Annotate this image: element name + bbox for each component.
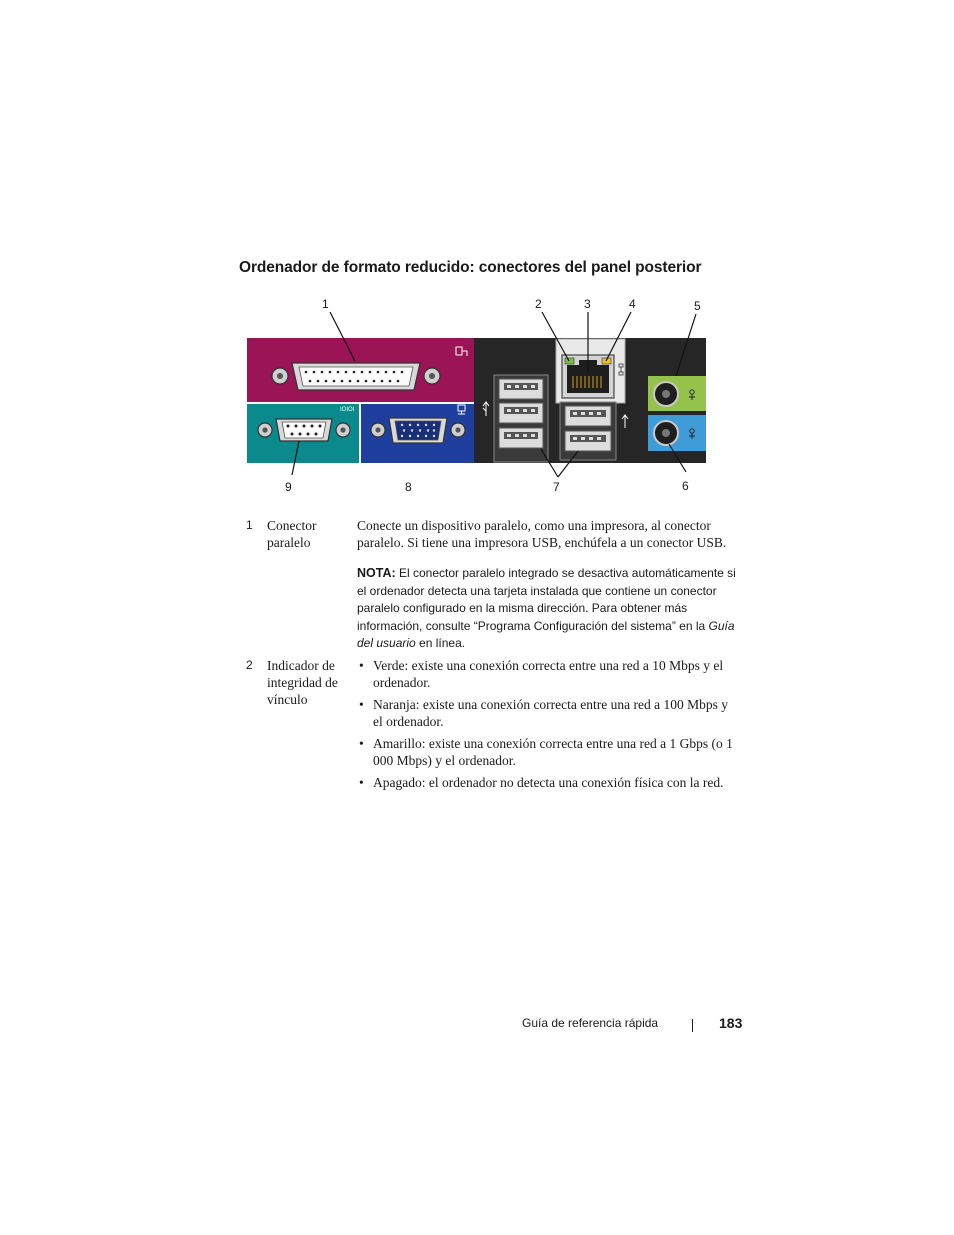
- callout-7: 7: [553, 480, 560, 494]
- note-label: NOTA:: [357, 566, 396, 580]
- row-description: [357, 657, 739, 791]
- list-item: • Apagado: el ordenador no detecta una conexión física con la red.: [359, 774, 724, 790]
- table-row: [246, 517, 746, 653]
- callout-4: 4: [629, 297, 636, 311]
- serial-port-icon: IOIOI: [340, 407, 355, 413]
- footer-title: Guía de referencia rápida: [522, 1016, 659, 1030]
- list-item: • Amarillo: existe una conexión correcta entre una red a 1 Gbps (o 1 000 Mbps) y el ordenador.: [359, 735, 733, 768]
- connector-table: [246, 517, 746, 796]
- note-text-end: en línea.: [415, 636, 466, 650]
- page-footer: [522, 1016, 744, 1034]
- callout-1: 1: [322, 297, 329, 311]
- callout-9: 9: [285, 480, 292, 494]
- usb-stack-right: [560, 402, 616, 460]
- row-number: 2: [246, 657, 253, 672]
- row-number: 1: [246, 518, 253, 532]
- description-text: Conecte un dispositivo paralelo, como una impresora, al conector paralelo. Si tiene una impresora USB, enchúfela a un conector USB.: [357, 518, 727, 550]
- page-number: 183: [719, 1015, 743, 1031]
- note-italic: Guía del usuario: [357, 618, 735, 650]
- back-panel-illustration: [236, 292, 716, 502]
- list-item: • Naranja: existe una conexión correcta entre una red a 100 Mbps y el ordenador.: [359, 696, 728, 729]
- section-heading: Ordenador de formato reducido: conectores del panel posterior: [239, 259, 702, 276]
- row-description: [357, 517, 739, 653]
- parallel-connector: [272, 363, 440, 390]
- back-panel-figure: [236, 292, 716, 502]
- callout-6: 6: [682, 479, 689, 493]
- status-list: [357, 657, 739, 791]
- note-block: [357, 565, 739, 653]
- footer-divider: [692, 1019, 693, 1032]
- note-text: El conector paralelo integrado se desactiva automáticamente si el ordenador detecta una tarjeta instalada que contiene un conector paralelo configurado en la misma dirección. Para obtener más información, consulte “Programa Configuración del sistema” en la: [357, 566, 736, 633]
- audio-line-in-jack: [654, 421, 678, 445]
- table-row: [246, 657, 746, 791]
- row-term: Indicador de integridad de vínculo: [267, 657, 338, 707]
- callout-2: 2: [535, 297, 542, 311]
- callout-3: 3: [584, 297, 591, 311]
- audio-line-out-jack: [654, 382, 678, 406]
- callout-8: 8: [405, 480, 412, 494]
- callout-5: 5: [694, 299, 701, 313]
- usb-stack-left: [494, 375, 548, 462]
- row-term: Conector paralelo: [267, 518, 317, 550]
- list-item: • Verde: existe una conexión correcta entre una red a 10 Mbps y el ordenador.: [359, 657, 724, 690]
